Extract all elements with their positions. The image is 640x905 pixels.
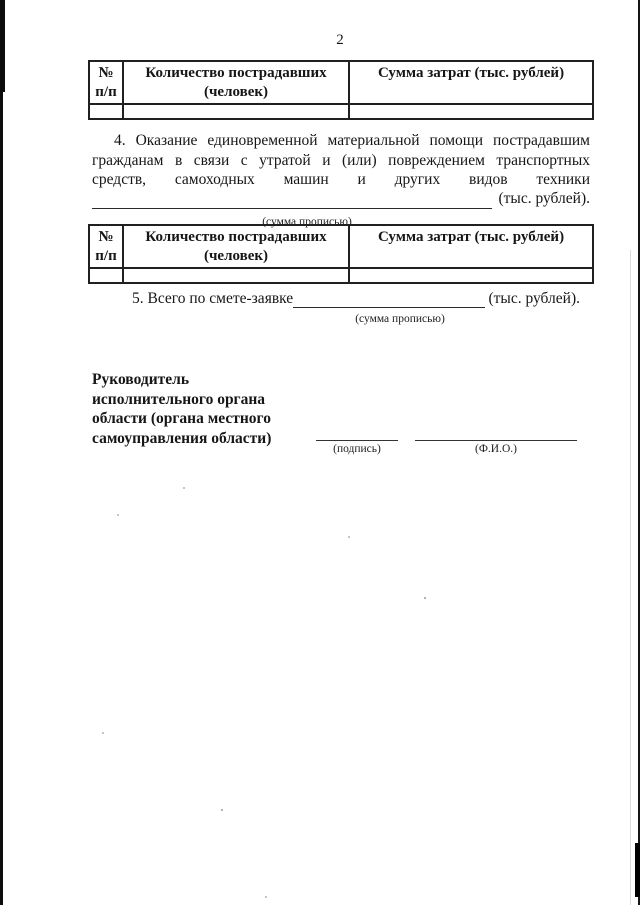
signatory-title bbox=[92, 370, 322, 448]
signature-line bbox=[316, 428, 398, 441]
signatory-title-line: области (органа местного bbox=[92, 410, 271, 427]
table2-empty-row bbox=[89, 268, 593, 283]
fullname-line bbox=[415, 428, 577, 441]
sum-in-words-caption: (сумма прописью) bbox=[262, 215, 352, 228]
table1-cell-num bbox=[89, 104, 123, 119]
item5-row bbox=[92, 289, 580, 308]
paragraph4-line1: 4. Оказание единовременной материальной помощи пострадавшим bbox=[114, 132, 590, 149]
paragraph4-suffix: (тыс. рублей). bbox=[498, 190, 590, 207]
scan-speck bbox=[221, 809, 223, 811]
signatory-title-line: исполнительного органа bbox=[92, 390, 266, 408]
signature-caption: (подпись) bbox=[333, 443, 381, 455]
table1-header-num bbox=[89, 61, 123, 104]
table2-cell-cost bbox=[349, 268, 593, 283]
scan-speck bbox=[348, 536, 350, 538]
table1-header-victims: Количество пострадавших (человек) bbox=[123, 61, 349, 104]
table2-header-row bbox=[89, 225, 593, 268]
victims-cost-table-1 bbox=[88, 60, 594, 120]
scan-speck bbox=[102, 732, 104, 734]
scan-artifact-left-bar bbox=[0, 0, 3, 905]
paragraph-item-4 bbox=[92, 131, 590, 230]
scan-speck bbox=[424, 597, 426, 599]
paragraph-item-5 bbox=[92, 289, 580, 308]
scan-artifact-left-bar-top bbox=[0, 0, 5, 92]
sum-in-words-caption: (сумма прописью) bbox=[355, 313, 445, 325]
header-num-line1: № bbox=[98, 65, 114, 81]
scan-artifact-faint-line bbox=[630, 250, 631, 905]
table2-cell-victims bbox=[123, 268, 349, 283]
fullname-field bbox=[415, 428, 577, 455]
table2-header-cost: Сумма затрат (тыс. рублей) bbox=[349, 225, 593, 268]
table2-header-num bbox=[89, 225, 123, 268]
scan-speck bbox=[183, 487, 185, 489]
paragraph4-blank-row bbox=[92, 190, 590, 209]
header-num-line1: № bbox=[98, 229, 114, 245]
item5-label: 5. Всего по смете-заявке bbox=[132, 289, 294, 307]
table2-header-victims: Количество пострадавших (человек) bbox=[123, 225, 349, 268]
item5-suffix: (тыс. рублей). bbox=[484, 289, 580, 307]
paragraph4-line3: средств, самоходных машин и других видов техники bbox=[92, 171, 590, 188]
scan-artifact-right-blob bbox=[635, 843, 640, 897]
victims-cost-table-2 bbox=[88, 224, 594, 284]
signature-field bbox=[316, 428, 398, 455]
fullname-caption: (Ф.И.О.) bbox=[475, 443, 517, 455]
table1-cell-victims bbox=[123, 104, 349, 119]
paragraph4-line2: гражданам в связи с утратой и (или) повреждением транспортных bbox=[92, 151, 590, 169]
scan-speck bbox=[117, 514, 119, 516]
total-blank-field bbox=[293, 291, 484, 308]
table1-empty-row bbox=[89, 104, 593, 119]
scan-speck bbox=[265, 896, 267, 898]
item5-caption-wrap bbox=[340, 309, 460, 327]
signatory-title-line: Руководитель bbox=[92, 371, 190, 388]
header-num-line2: п/п bbox=[95, 248, 117, 264]
signatory-title-line: самоуправления области) bbox=[92, 429, 272, 447]
table1-header-row bbox=[89, 61, 593, 104]
header-num-line2: п/п bbox=[95, 84, 117, 100]
amount-blank-field bbox=[92, 192, 492, 209]
table2-cell-num bbox=[89, 268, 123, 283]
page-number: 2 bbox=[336, 32, 344, 48]
table1-header-cost: Сумма затрат (тыс. рублей) bbox=[349, 61, 593, 104]
table1-cell-cost bbox=[349, 104, 593, 119]
